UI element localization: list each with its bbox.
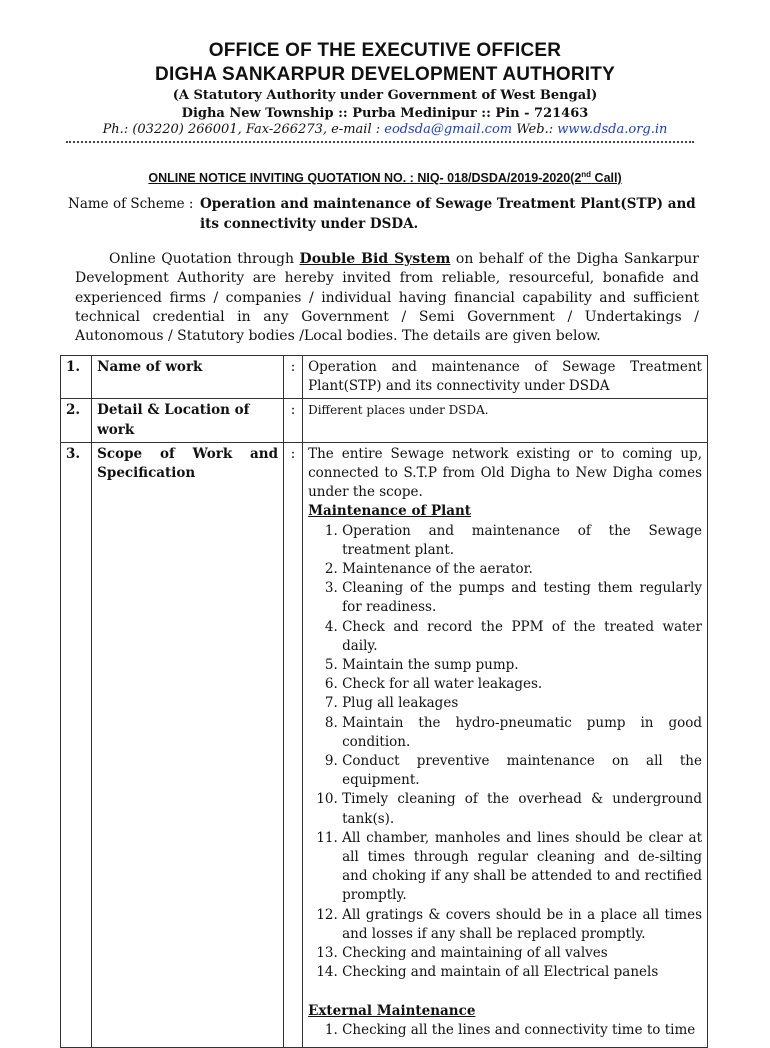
row-number: 2. [61,399,92,442]
scheme-label: Name of Scheme : [68,196,194,212]
row-colon: : [284,356,303,399]
authority-subtitle: (A Statutory Authority under Government of West Bengal) [172,88,598,103]
list-item: 12. All gratings & covers should be in a place all times and losses if any shall be replaced promptly. [342,906,702,944]
plant-items-list [308,522,702,983]
email-link[interactable]: eodsda@gmail.com [384,122,513,137]
list-item: 8. Maintain the hydro-pneumatic pump in good condition. [342,714,702,752]
scheme-value: Operation and maintenance of Sewage Treatment Plant(STP) and its connectivity under DSDA. [200,196,696,232]
row-colon: : [284,442,303,1047]
list-item: 6. Check for all water leakages. [342,675,702,694]
contact-line [0,122,770,137]
row-number: 3. [61,442,92,1047]
row-label: Scope of Work and Specification [92,442,284,1047]
table-row [61,399,708,442]
web-prefix: Web.: [512,122,558,137]
row-number: 1. [61,356,92,399]
notice-title-sup: nd [581,170,592,179]
list-item: 10. Timely cleaning of the overhead & underground tank(s). [342,790,702,828]
row-value: Different places under DSDA. [303,399,708,442]
row-label: Detail & Location of work [92,399,284,442]
notice-title-end: Call) [591,171,622,186]
intro-before: Online Quotation through [109,251,300,267]
spacer [308,983,702,1002]
row-colon: : [284,399,303,442]
list-item: 4. Check and record the PPM of the treated water daily. [342,618,702,656]
list-item: 1. Operation and maintenance of the Sewage treatment plant. [342,522,702,560]
address-line: Digha New Township :: Purba Medinipur :: Pin - 721463 [181,106,589,121]
list-item: 11. All chamber, manholes and lines should be clear at all times through regular cleaning and de-silting and choking if any shall be attended to and rectified promptly. [342,829,702,906]
list-item: 13. Checking and maintaining of all valves [342,944,702,963]
intro-emphasis: Double Bid System [299,251,451,267]
list-item: 7. Plug all leakages [342,694,702,713]
plant-heading: Maintenance of Plant [308,503,472,520]
contact-prefix: Ph.: (03220) 266001, Fax-266273, e-mail : [102,122,385,137]
list-item: 2. Maintenance of the aerator. [342,560,702,579]
details-table [60,355,708,1048]
row-value: Operation and maintenance of Sewage Treatment Plant(STP) and its connectivity under DSDA [303,356,708,399]
table-row [61,442,708,1047]
notice-title-text: ONLINE NOTICE INVITING QUOTATION NO. : NIQ- 018/DSDA/2019-2020(2 [148,171,582,186]
list-item: 5. Maintain the sump pump. [342,656,702,675]
list-item: 3. Cleaning of the pumps and testing them regularly for readiness. [342,579,702,617]
external-heading: External Maintenance [308,1002,476,1019]
row-value [303,442,708,1047]
intro-paragraph [75,250,699,346]
scope-intro: The entire Sewage network existing or to coming up, connected to S.T.P from Old Digha to New Digha comes under the scope. [308,445,702,501]
notice-title [0,170,770,185]
authority-title: DIGHA SANKARPUR DEVELOPMENT AUTHORITY [155,64,615,85]
table-row [61,356,708,399]
intro-after: on behalf of the Digha Sankarpur Development Authority are hereby invited from reliable, resourceful, bonafide and experienced firms / companies / individual having financial capability and sufficient technical credential in any Government / Semi Government / Undertakings / Autonomous / Statutory bodies /Local bodies. The details are given below. [75,251,699,345]
row-label: Name of work [92,356,284,399]
list-item: 14. Checking and maintain of all Electrical panels [342,963,702,982]
list-item: 1. Checking all the lines and connectivity time to time [342,1021,702,1040]
list-item: 9. Conduct preventive maintenance on all the equipment. [342,752,702,790]
office-title: OFFICE OF THE EXECUTIVE OFFICER [208,40,562,61]
dotted-divider [66,141,694,143]
web-link[interactable]: www.dsda.org.in [557,122,668,137]
